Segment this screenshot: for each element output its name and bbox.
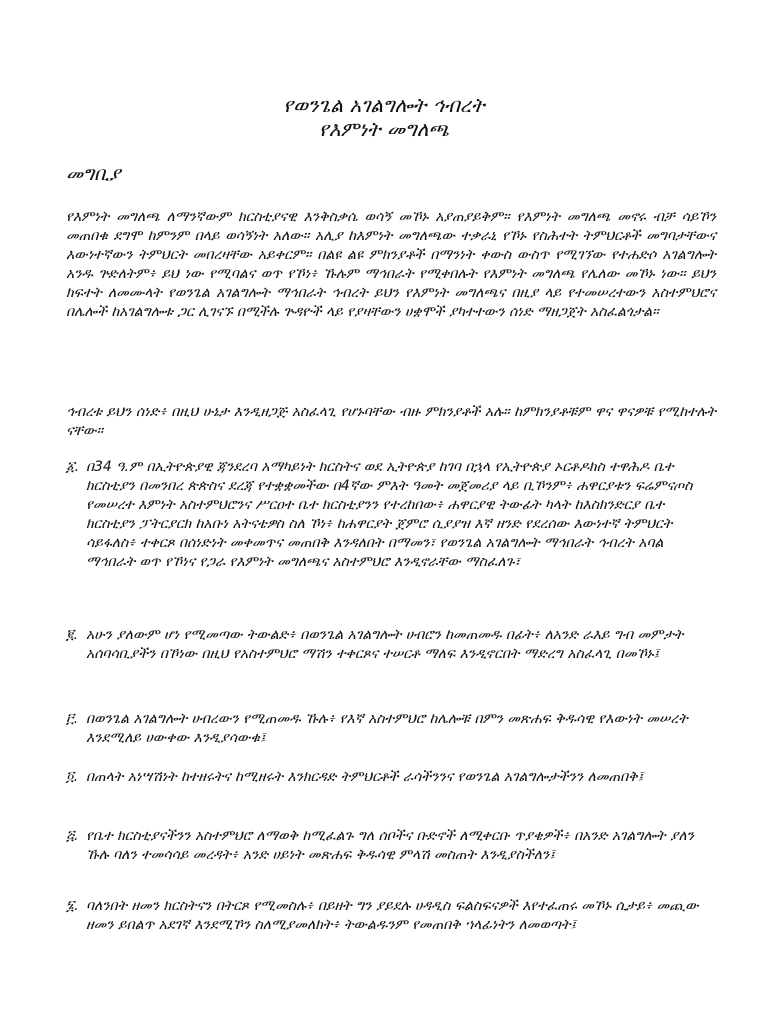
intro-paragraph: የእምነት መግለጫ ለማንኛውም ክርስቲያናዊ እንቅስቃሴ ወሳኝ መኾኑ አያጠያይቅም። የእምነት መግለጫ መኖሩ ብቻ ሳይኾን መጠበቁ ደግሞ ከምንም በላይ ወሳኝነት አለው። አሊያ ከእምነት መግለጫው ተቃራኒ የኾኑ የስሕተት ትምህርቶች መግባታቸውና እውነተኛውን ትምህርት መበረዛቸው አይቀርም። በልዩ ልዩ ምክንያቶች በማንነት ቀውስ ውስጥ የሚገኘው የተሐድሶ አገልግሎት አንዱ ጕድለትም፥ ይህ ነው የሚባልና ወጥ የኾነ፥ ኹሉም ማኅበራት የሚቀበሉት የእምነት መግለጫ የሌለው መኾኑ ነው። ይህን ክፍተት ለመሙላት የወንጌል አገልግሎት ማኅበራት ኅብረት ይህን የእምነት መግለጫና በዚያ ላይ የተመሠረተውን አስተምህሮና በሌሎች ከአገልግሎቱ ጋር ሊገናኙ በሚችሉ ጕዳዮች ላይ የያዛቸውን ሀቋሞች ያካተተውን ሰነድ ማዘጋጀት አስፈልጎታል።: [66, 209, 716, 320]
list-item-number: ፩.: [66, 459, 80, 475]
list-item: [66, 458, 716, 572]
list-item-text: በወንጌል አገልግሎት ሀብረውን የሚጠመዱ ኹሉ፥ የእኛ አስተምህሮ ከሌሎቹ በምን መጽሐፍ ቅዱሳዊ የእውነት መሠረት እንደሚለይ ሀውቀው እንዲያሳውቁ፤: [86, 711, 688, 746]
list-item-number: ፪.: [66, 627, 79, 643]
list-item-number: ፫.: [66, 711, 79, 727]
list-item: [66, 768, 716, 787]
list-item-text: በ34 ዓ.ም በኢትዮጵያዊ ጃንደረባ አማካይነት ክርስትና ወደ ኢትዮጵያ ከገባ በኋላ የኢትዮጵያ ኦርቶዶክስ ተዋሕዶ ቤተ ክርስቲያን በመንበረ ጵጵስና ደረጃ የተቋቋመችው በ4ኛው ምእት ዓመት መጀመሪያ ላይ ቢኾንም፥ ሐዋርያቱን ፍሬምናጦስ የመሠረተ እምነት አስተምህሮንና ሥርዐተ ቤተ ክርስቲያንን የተረከበው፥ ሐዋርያዊ ትውፊት ካላት ከእስክንድርያ ቤተ ክርስቲያን ፓትርያርክ ከአቡነ አትናቴዎስ ስለ ኾነ፥ ከሐዋርያት ጀምሮ ሲያያዝ እኛ ዘንድ የደረሰው እውነተኛ ትምህርት ሳይፋለስ፥ ተቀርጾ በሰነድነት መቀመጥና መጠበቅ እንዳለበት በማመን፣ የወንጌል አገልግሎት ማኅበራት ኅብረት አባል ማኅበራት ወጥ የኾነና የጋራ የእምነት መግለጫና አስተምህሮ እንዲኖራቸው ማስፈለጉ፣: [86, 459, 693, 570]
list-item: [66, 897, 716, 935]
list-item: [66, 827, 716, 865]
reasons-paragraph: ኅብረቱ ይህን ሰነድ፥ በዚህ ሁኔታ እንዲዘጋጅ አስፈላጊ የሆኑባቸው ብዙ ምክንያቶች አሉ። ከምክንያቶቹም ዋና ዋናዎቹ የሚከተሉት ናቸው።: [66, 404, 716, 439]
section-heading-introduction: መግቢያ: [66, 163, 121, 185]
document-subtitle: የእምነት መግለጫ: [318, 117, 450, 141]
list-item-number: ፬.: [66, 769, 79, 785]
list-item-text: የቤተ ክርስቲያናችንን አስተምህሮ ለማወቅ ከሚፈልጉ ግለ ሰቦችና ቡድኖች ለሚቀርቡ ጥያቄዎች፥ በአንድ አገልግሎት ያለን ኹሉ ባለን ተመሳሳይ መረዳት፥ አንድ ሀይነት መጽሐፍ ቅዱሳዊ ምላሽ መስጠት እንዲያስችለን፤: [86, 828, 694, 863]
list-item-number: ፮.: [66, 898, 79, 914]
list-item-text: አሁን ያለውም ሆነ የሚመጣው ትውልድ፥ በወንጌል አገልግሎት ሀብሮን ከመጠመዱ በፊት፥ ለአንድ ራእይ ግብ መምታት አሰባሳቢያችን በኾነው በዚህ የአስተምህሮ ማሽን ተቀርጾና ተሠርቶ ማለፍ እንዲኖርበት ማድረግ አስፈላጊ በመኾኑ፤: [86, 627, 684, 662]
list-item-text: በጠላት አነሣሽነት ከተዘሩትና ከሚዘሩት እንክርዳድ ትምህርቶች ራሳችንንና የወንጌል አገልግሎታችንን ለመጠበቅ፤: [86, 769, 644, 785]
list-item: [66, 626, 716, 664]
list-item-number: ፭.: [66, 828, 79, 844]
document-title: የወንጌል አገልግሎት ኅብረት: [283, 93, 485, 117]
list-item: [66, 710, 716, 748]
list-item-text: ባለንበት ዘመን ክርስትናን በትርጾ የሚመስሉ፥ በይዘት ግን ያይደሉ ሀዳዲስ ፍልስፍናዎች እየተፈጠሩ መኾኑ ሲታይ፥ መጪው ዘመን ይበልጥ አደገኛ እንደሚኾን ስለሚያመለክት፥ ትውልዱንም የመጠበቅ ኀላፊነትን ለመወጣት፤: [86, 898, 699, 933]
